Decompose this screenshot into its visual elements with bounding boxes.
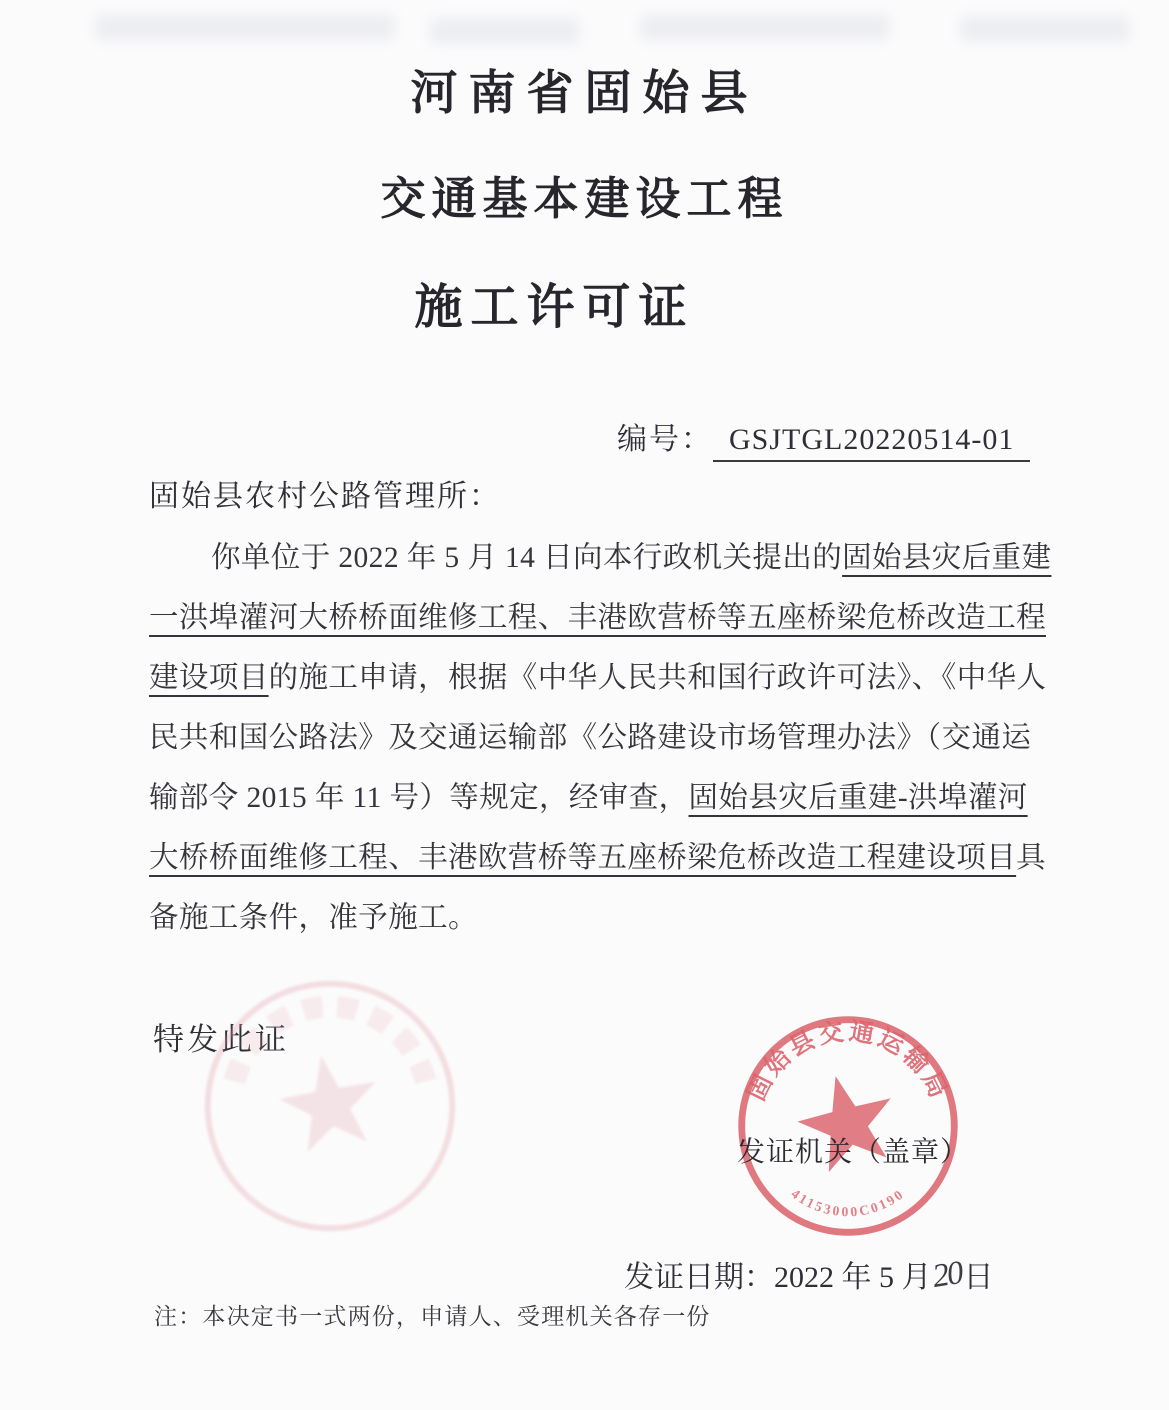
body-segment-underlined: 固始县灾后重建-洪埠灌河 bbox=[688, 782, 1028, 814]
scan-smudge bbox=[430, 18, 580, 44]
body-segment: 你单位于 2022 年 5 月 14 日向本行政机关提出的 bbox=[211, 542, 843, 574]
seal-code-text: 41153000C0190 bbox=[788, 1185, 908, 1220]
scan-artifact-band bbox=[0, 0, 1169, 52]
title-category: 交通基本建设工程 bbox=[380, 174, 789, 224]
permit-number-value: GSJTGL20220514-01 bbox=[713, 423, 1030, 462]
body-segment: 输部令 2015 年 11 号）等规定，经审查， bbox=[149, 782, 689, 814]
addressee: 固始县农村公路管理所： bbox=[149, 480, 501, 513]
body-text bbox=[149, 528, 1052, 948]
faint-seal-text-blur bbox=[234, 1007, 425, 1082]
title-permit-name: 施工许可证 bbox=[414, 281, 695, 334]
faint-seal-star bbox=[273, 1047, 386, 1156]
body-segment-underlined: 固始县灾后重建 bbox=[842, 542, 1052, 574]
issue-date-suffix: 日 bbox=[963, 1261, 994, 1294]
body-segment-underlined: 建设项目 bbox=[149, 662, 269, 694]
closing-phrase: 特发此证 bbox=[153, 1022, 289, 1057]
scan-smudge bbox=[960, 16, 1130, 42]
body-line bbox=[149, 708, 1032, 768]
issuing-authority-label: 发证机关（盖章） bbox=[737, 1137, 970, 1168]
body-segment: 的施工申请，根据《中华人民共和国行政许可法》、《中华人 bbox=[268, 662, 1047, 694]
body-line bbox=[149, 768, 1028, 828]
body-segment-underlined: 一洪埠灌河大桥桥面维修工程、丰港欧营桥等五座桥梁危桥改造工程 bbox=[149, 602, 1047, 634]
title-region: 河南省固始县 bbox=[410, 68, 759, 120]
issue-date-line bbox=[624, 1252, 994, 1296]
permit-number-line bbox=[617, 414, 1030, 462]
scan-smudge bbox=[640, 14, 890, 40]
issue-date-label: 发证日期： bbox=[624, 1261, 774, 1294]
body-line bbox=[149, 888, 1021, 948]
scan-smudge bbox=[95, 14, 395, 40]
faint-seal bbox=[192, 968, 468, 1244]
handwritten-day: 20 bbox=[929, 1254, 964, 1296]
permit-number-label: 编号： bbox=[617, 423, 713, 456]
body-line bbox=[149, 528, 1052, 588]
footnote: 注：本决定书一式两份，申请人、受理机关各存一份 bbox=[154, 1304, 711, 1329]
body-line bbox=[149, 828, 1047, 888]
body-line bbox=[149, 648, 1047, 708]
body-line bbox=[149, 588, 1047, 648]
body-segment-underlined: 大桥桥面维修工程、丰港欧营桥等五座桥梁危桥改造工程建设项目 bbox=[149, 842, 1017, 874]
body-segment: 备施工条件，准予施工。 bbox=[149, 902, 478, 934]
body-segment: 具 bbox=[1016, 842, 1047, 874]
seal-ring-text: 固始县交通运输局 bbox=[742, 1018, 954, 1106]
body-segment: 民共和国公路法》及交通运输部《公路建设市场管理办法》（交通运 bbox=[149, 722, 1032, 754]
official-seal bbox=[728, 1006, 968, 1246]
issue-date-value: 2022 年 5 月 bbox=[774, 1261, 932, 1294]
